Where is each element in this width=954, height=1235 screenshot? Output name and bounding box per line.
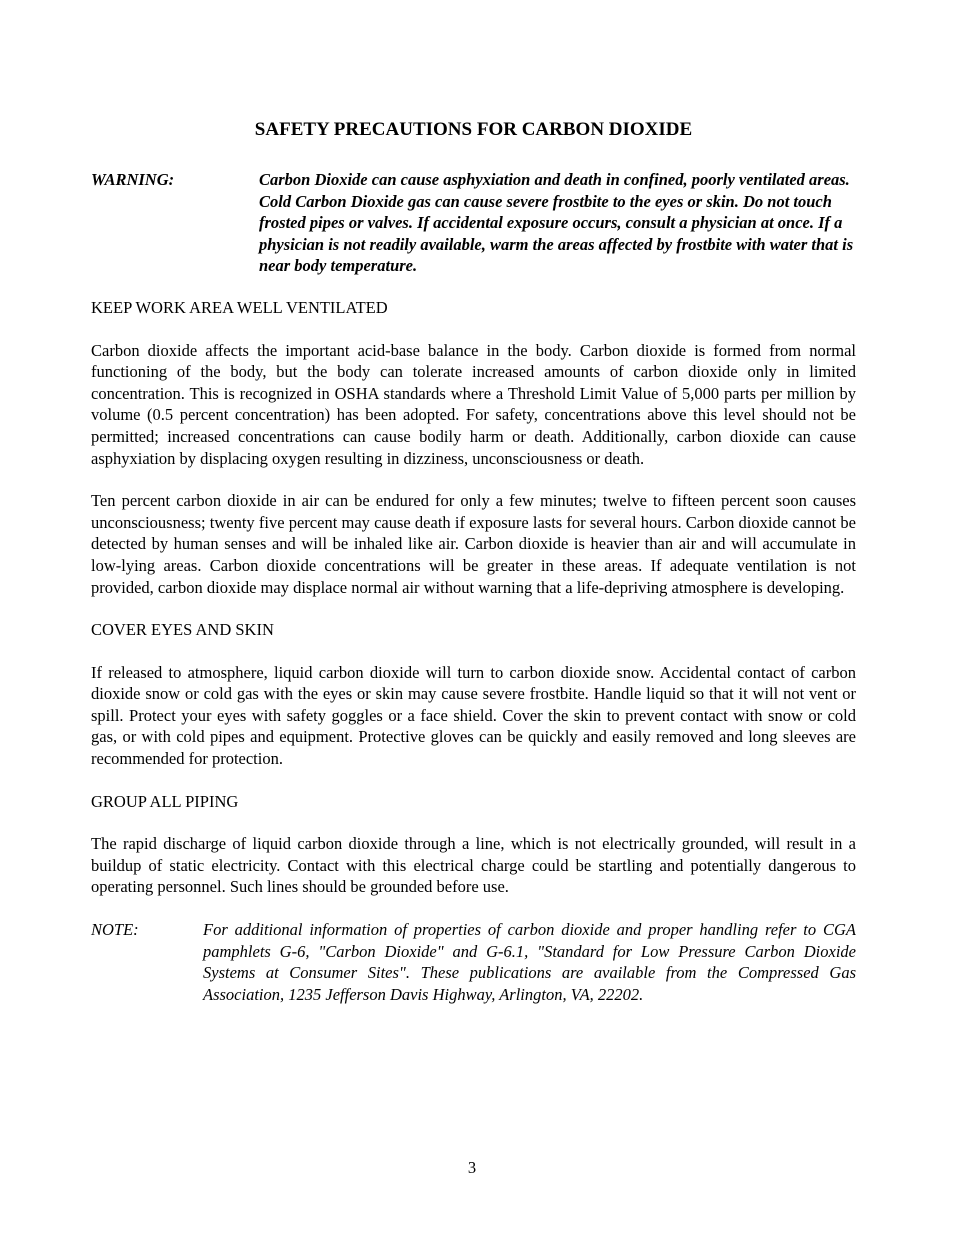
ventilation-paragraph-2: Ten percent carbon dioxide in air can be endured for only a few minutes; twelve to fifteen percent soon causes unconsciousness; twenty five percent may cause death if exposure lasts for several hours. Carbon dioxide cannot be detected by human senses and will be inhaled like air. Carbon dioxide is heavier than air and will accumulate in low-lying areas. Carbon dioxide concentrations will be greater in these areas. If adequate ventilation is not provided, carbon dioxide may displace normal air without warning that a life-depriving atmosphere is developing. xyxy=(91,491,856,597)
section-heading-piping: GROUP ALL PIPING xyxy=(91,791,239,811)
warning-text: Carbon Dioxide can cause asphyxiation and death in confined, poorly ventilated areas. Cold Carbon Dioxide gas can cause severe frostbite to the eyes or skin. Do not touch frosted pipes or valves. If accidental exposure occurs, consult a physician at once. If a physician is not readily available, warm the areas affected by frostbite with water that is near body temperature. xyxy=(259,170,854,276)
document-page xyxy=(91,118,856,1005)
ventilation-paragraph-1: Carbon dioxide affects the important acid-base balance in the body. Carbon dioxide is formed from normal functioning of the body, but the body can tolerate increased amounts of carbon dioxide only in limited concentration. This is recognized in OSHA standards where a Threshold Limit Value of 5,000 parts per million by volume (0.5 percent concentration) has been adopted. For safety, concentrations above this level should not be permitted; increased concentrations can cause bodily harm or death. Additionally, carbon dioxide can cause asphyxiation by displacing oxygen resulting in dizziness, unconsciousness or death. xyxy=(91,340,856,468)
document-title: SAFETY PRECAUTIONS FOR CARBON DIOXIDE xyxy=(254,119,693,140)
warning-block xyxy=(91,169,856,277)
section-heading-eyes-skin: COVER EYES AND SKIN xyxy=(91,620,274,640)
warning-label: WARNING: xyxy=(91,170,175,189)
eyes-skin-paragraph: If released to atmosphere, liquid carbon dioxide will turn to carbon dioxide snow. Accidental contact of carbon dioxide snow or cold gas with the eyes or skin may cause severe frostbite. Handle liquid so that it will not vent or spill. Protect your eyes with safety goggles or a face shield. Cover the skin to prevent contact with snow or cold gas, or with cold pipes and equipment. Protective gloves can be quickly and easily removed and long sleeves are recommended for protection. xyxy=(91,662,856,769)
note-block xyxy=(91,919,856,1005)
section-heading-ventilation: KEEP WORK AREA WELL VENTILATED xyxy=(91,297,388,317)
page-number: 3 xyxy=(467,1158,477,1177)
piping-paragraph: The rapid discharge of liquid carbon dioxide through a line, which is not electrically grounded, will result in a buildup of static electricity. Contact with this electrical charge could be startling and potentially dangerous to operating personnel. Such lines should be grounded before use. xyxy=(91,834,856,897)
note-label: NOTE: xyxy=(91,920,139,940)
note-text: For additional information of properties of carbon dioxide and proper handling refer to CGA pamphlets G-6, "Carbon Dioxide" and G-6.1, "Standard for Low Pressure Carbon Dioxide Systems at Consumer Sites". These publications are available from the Compressed Gas Association, 1235 Jefferson Davis Highway, Arlington, VA, 22202. xyxy=(203,920,856,1004)
